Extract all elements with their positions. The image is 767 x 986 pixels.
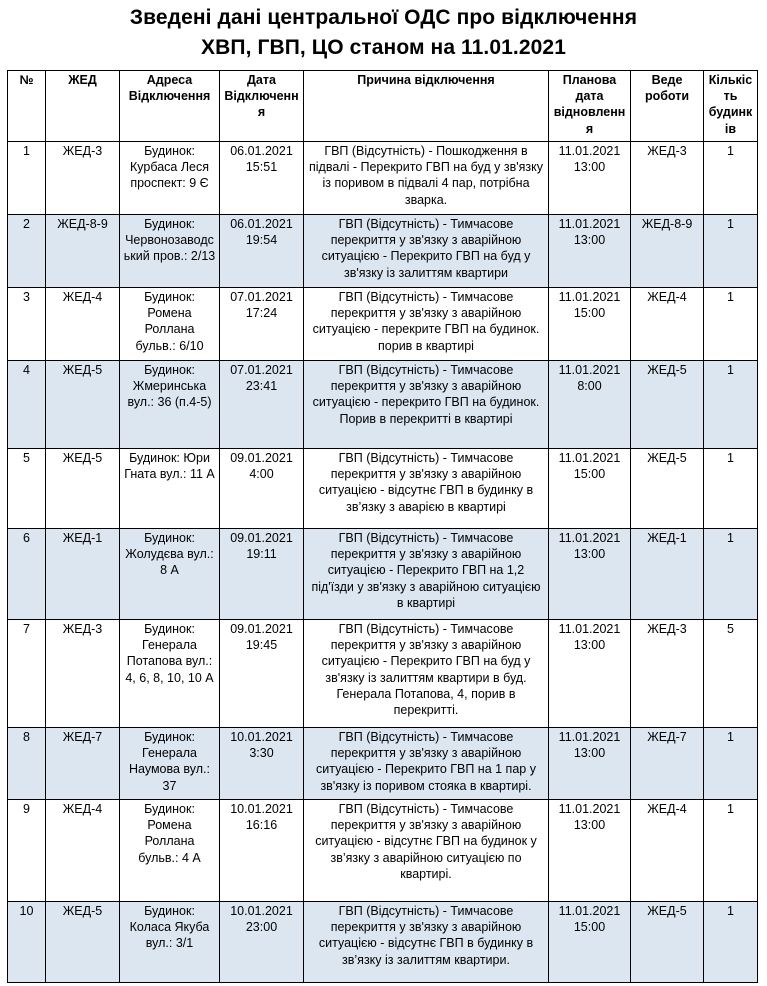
cell-reason: ГВП (Відсутність) - Тимчасове перекриття у зв'язку з аварійною ситуацією - Перекрито ГВП на 1 пар у зв'язку із поривом стояка в квартирі. — [304, 728, 549, 800]
table-row — [8, 902, 758, 983]
cell-date: 09.01.2021 4:00 — [220, 449, 304, 529]
cell-zhed: ЖЕД-8-9 — [46, 215, 120, 288]
cell-reason: ГВП (Відсутність) - Тимчасове перекриття у зв'язку з аварійною ситуацією - перекрите ГВП на будинок. порив в квартирі — [304, 288, 549, 361]
table-row — [8, 215, 758, 288]
cell-building-count: 1 — [704, 800, 758, 902]
cell-num: 4 — [8, 361, 46, 449]
cell-num: 1 — [8, 142, 46, 215]
cell-address: Будинок: Юри Гната вул.: 11 А — [120, 449, 220, 529]
cell-num: 5 — [8, 449, 46, 529]
cell-zhed: ЖЕД-3 — [46, 620, 120, 728]
cell-planned-date: 11.01.2021 13:00 — [549, 215, 631, 288]
cell-num: 7 — [8, 620, 46, 728]
cell-planned-date: 11.01.2021 13:00 — [549, 620, 631, 728]
cell-address: Будинок: Ромена Роллана бульв.: 4 А — [120, 800, 220, 902]
cell-num: 8 — [8, 728, 46, 800]
cell-building-count: 1 — [704, 142, 758, 215]
cell-performer: ЖЕД-3 — [631, 142, 704, 215]
header-date: Дата Відключення — [220, 71, 304, 142]
cell-zhed: ЖЕД-5 — [46, 902, 120, 983]
cell-performer: ЖЕД-7 — [631, 728, 704, 800]
header-num: № — [8, 71, 46, 142]
cell-date: 06.01.2021 19:54 — [220, 215, 304, 288]
cell-zhed: ЖЕД-4 — [46, 800, 120, 902]
cell-performer: ЖЕД-4 — [631, 800, 704, 902]
header-planned-date: Планова дата відновлення — [549, 71, 631, 142]
table-row — [8, 728, 758, 800]
cell-zhed: ЖЕД-5 — [46, 449, 120, 529]
cell-performer: ЖЕД-5 — [631, 361, 704, 449]
cell-reason: ГВП (Відсутність) - Тимчасове перекриття у зв'язку з аварійною ситуацією - перекрито ГВП на будинок. Порив в перекритті в квартирі — [304, 361, 549, 449]
cell-planned-date: 11.01.2021 15:00 — [549, 288, 631, 361]
header-building-count: Кількість будинків — [704, 71, 758, 142]
cell-building-count: 1 — [704, 449, 758, 529]
outages-table — [7, 70, 758, 983]
cell-performer: ЖЕД-5 — [631, 902, 704, 983]
cell-building-count: 1 — [704, 361, 758, 449]
cell-planned-date: 11.01.2021 15:00 — [549, 902, 631, 983]
title-line-2: ХВП, ГВП, ЦО станом на 11.01.2021 — [201, 36, 566, 59]
cell-reason: ГВП (Відсутність) - Тимчасове перекриття у зв'язку з аварійною ситуацією - відсутнє ГВП в будинку в зв’язку із залиттям квартири. — [304, 902, 549, 983]
header-zhed: ЖЕД — [46, 71, 120, 142]
cell-building-count: 1 — [704, 288, 758, 361]
cell-planned-date: 11.01.2021 13:00 — [549, 800, 631, 902]
cell-planned-date: 11.01.2021 15:00 — [549, 449, 631, 529]
cell-reason: ГВП (Відсутність) - Тимчасове перекриття у зв'язку з аварійною ситуацією - Перекрито ГВП на буд у зв'язку із залиттям квартири в буд. Генерала Потапова, 4, порив в перекритті. — [304, 620, 549, 728]
table-row — [8, 288, 758, 361]
cell-performer: ЖЕД-4 — [631, 288, 704, 361]
cell-planned-date: 11.01.2021 13:00 — [549, 529, 631, 620]
cell-address: Будинок: Ромена Роллана бульв.: 6/10 — [120, 288, 220, 361]
cell-performer: ЖЕД-8-9 — [631, 215, 704, 288]
cell-num: 9 — [8, 800, 46, 902]
cell-building-count: 5 — [704, 620, 758, 728]
cell-reason: ГВП (Відсутність) - Тимчасове перекриття у зв'язку з аварійною ситуацією - відсутнє ГВП на будинок у зв’язку з аварійною ситуацією по квартирі. — [304, 800, 549, 902]
cell-date: 06.01.2021 15:51 — [220, 142, 304, 215]
cell-reason: ГВП (Відсутність) - Пошкодження в підвалі - Перекрито ГВП на буд у зв'язку із поривом в підвалі 4 пар, потрібна зварка. — [304, 142, 549, 215]
cell-zhed: ЖЕД-3 — [46, 142, 120, 215]
cell-performer: ЖЕД-3 — [631, 620, 704, 728]
cell-reason: ГВП (Відсутність) - Тимчасове перекриття у зв'язку з аварійною ситуацією - Перекрито ГВП на буд у зв'язку із залиттям квартири — [304, 215, 549, 288]
cell-date: 10.01.2021 16:16 — [220, 800, 304, 902]
cell-zhed: ЖЕД-7 — [46, 728, 120, 800]
document-title — [0, 3, 767, 63]
cell-address: Будинок: Коласа Якуба вул.: 3/1 — [120, 902, 220, 983]
table-row — [8, 620, 758, 728]
table-row — [8, 449, 758, 529]
cell-planned-date: 11.01.2021 8:00 — [549, 361, 631, 449]
cell-address: Будинок: Генерала Потапова вул.: 4, 6, 8, 10, 10 А — [120, 620, 220, 728]
cell-address: Будинок: Жмеринська вул.: 36 (п.4-5) — [120, 361, 220, 449]
cell-date: 09.01.2021 19:11 — [220, 529, 304, 620]
cell-reason: ГВП (Відсутність) - Тимчасове перекриття у зв'язку з аварійною ситуацією - відсутнє ГВП в будинку в зв’язку з аварією в квартирі — [304, 449, 549, 529]
cell-zhed: ЖЕД-4 — [46, 288, 120, 361]
cell-num: 6 — [8, 529, 46, 620]
cell-building-count: 1 — [704, 215, 758, 288]
cell-building-count: 1 — [704, 902, 758, 983]
cell-building-count: 1 — [704, 529, 758, 620]
cell-date: 09.01.2021 19:45 — [220, 620, 304, 728]
table-row — [8, 800, 758, 902]
header-reason: Причина відключення — [304, 71, 549, 142]
cell-performer: ЖЕД-1 — [631, 529, 704, 620]
document-page — [0, 3, 767, 986]
cell-reason: ГВП (Відсутність) - Тимчасове перекриття у зв'язку з аварійною ситуацією - Перекрито ГВП на 1,2 під'їзди у зв'язку з аварійною ситуацією в квартирі — [304, 529, 549, 620]
header-performer: Веде роботи — [631, 71, 704, 142]
table-header-row — [8, 71, 758, 142]
cell-planned-date: 11.01.2021 13:00 — [549, 142, 631, 215]
cell-zhed: ЖЕД-1 — [46, 529, 120, 620]
cell-date: 07.01.2021 17:24 — [220, 288, 304, 361]
cell-address: Будинок: Жолудєва вул.: 8 А — [120, 529, 220, 620]
table-row — [8, 529, 758, 620]
cell-address: Будинок: Курбаса Леся проспект: 9 Є — [120, 142, 220, 215]
cell-planned-date: 11.01.2021 13:00 — [549, 728, 631, 800]
title-line-1: Зведені дані центральної ОДС про відключення — [129, 6, 638, 29]
cell-address: Будинок: Червонозаводський пров.: 2/13 — [120, 215, 220, 288]
cell-date: 10.01.2021 23:00 — [220, 902, 304, 983]
cell-num: 10 — [8, 902, 46, 983]
table-row — [8, 361, 758, 449]
cell-building-count: 1 — [704, 728, 758, 800]
cell-zhed: ЖЕД-5 — [46, 361, 120, 449]
cell-address: Будинок: Генерала Наумова вул.: 37 — [120, 728, 220, 800]
cell-num: 3 — [8, 288, 46, 361]
cell-performer: ЖЕД-5 — [631, 449, 704, 529]
table-row — [8, 142, 758, 215]
cell-num: 2 — [8, 215, 46, 288]
cell-date: 07.01.2021 23:41 — [220, 361, 304, 449]
header-address: Адреса Відключення — [120, 71, 220, 142]
cell-date: 10.01.2021 3:30 — [220, 728, 304, 800]
